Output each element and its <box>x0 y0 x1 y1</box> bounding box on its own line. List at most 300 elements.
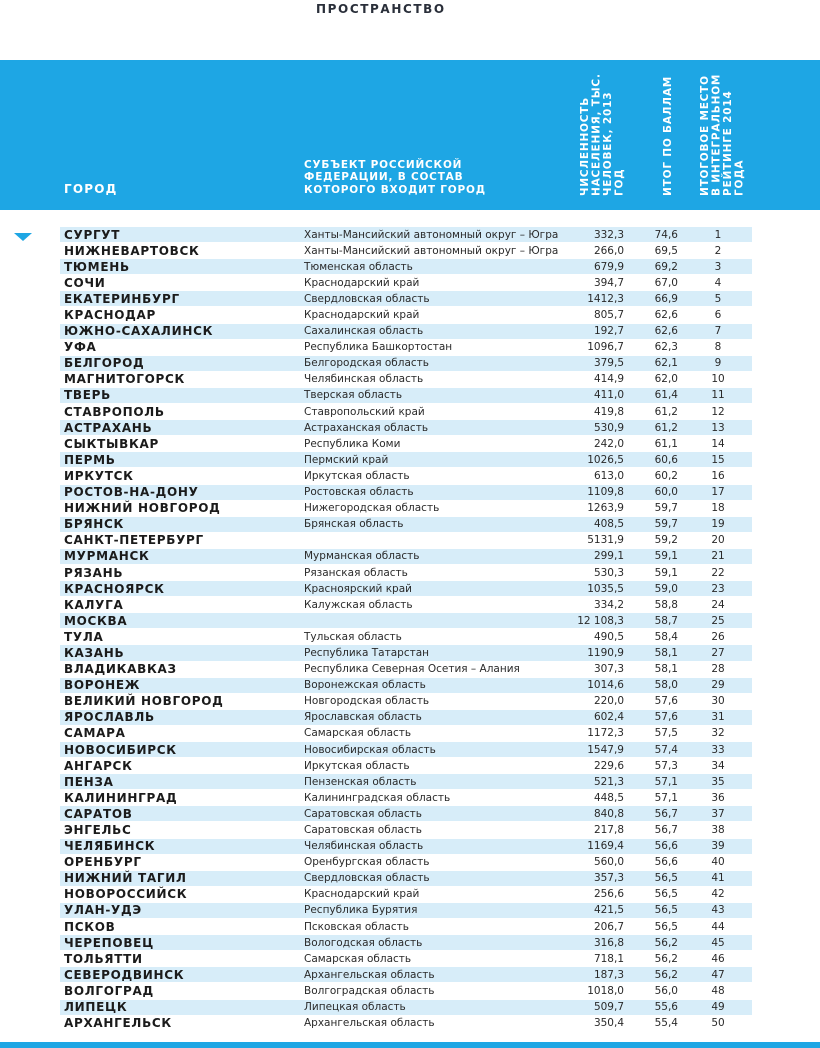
subject-cell: Ростовская область <box>304 486 414 499</box>
population-cell: 509,7 <box>593 1001 624 1014</box>
city-cell: ПЕРМЬ <box>64 452 116 467</box>
triangle-marker-icon <box>14 233 32 241</box>
population-cell: 1026,5 <box>587 453 624 466</box>
score-cell: 55,6 <box>654 1001 678 1014</box>
rank-cell: 10 <box>711 373 725 386</box>
population-cell: 5131,9 <box>587 534 624 547</box>
subject-cell: Краснодарский край <box>304 309 420 322</box>
score-cell: 66,9 <box>654 292 678 305</box>
score-cell: 60,0 <box>654 486 678 499</box>
score-cell: 56,6 <box>654 856 678 869</box>
table-row <box>60 581 752 597</box>
score-cell: 67,0 <box>654 276 678 289</box>
subject-cell: Белгородская область <box>304 357 429 370</box>
rank-cell: 26 <box>711 630 725 643</box>
city-cell: УЛАН-УДЭ <box>64 903 142 918</box>
city-cell: ЕКАТЕРИНБУРГ <box>64 291 180 306</box>
city-cell: КРАСНОДАР <box>64 308 157 323</box>
subject-cell: Псковская область <box>304 920 409 933</box>
population-cell: 613,0 <box>593 469 624 482</box>
population-cell: 187,3 <box>593 968 624 981</box>
subject-cell: Саратовская область <box>304 824 422 837</box>
score-cell: 60,2 <box>654 469 678 482</box>
city-cell: НИЖНИЙ ТАГИЛ <box>64 871 187 886</box>
section-label: ПРОСТРАНСТВО <box>316 2 446 16</box>
city-cell: ЧЕЛЯБИНСК <box>64 839 156 854</box>
city-cell: САНКТ-ПЕТЕРБУРГ <box>64 533 204 548</box>
city-cell: АРХАНГЕЛЬСК <box>64 1016 172 1031</box>
population-cell: 840,8 <box>593 807 624 820</box>
rank-cell: 28 <box>711 663 725 676</box>
rank-cell: 38 <box>711 824 725 837</box>
subject-cell: Республика Коми <box>304 437 401 450</box>
table-row <box>60 388 752 404</box>
population-cell: 192,7 <box>593 325 624 338</box>
ranking-table <box>60 227 752 1032</box>
city-cell: КАЛИНИНГРАД <box>64 790 178 805</box>
table-row <box>60 694 752 710</box>
city-cell: НОВОСИБИРСК <box>64 742 177 757</box>
city-cell: ТВЕРЬ <box>64 388 111 403</box>
rank-cell: 46 <box>711 952 725 965</box>
score-cell: 57,4 <box>654 743 678 756</box>
table-row <box>60 452 752 468</box>
rank-cell: 1 <box>714 228 722 241</box>
header-rank: ИТОГОВОЕ МЕСТО В ИНТЕГРАЛЬНОМ РЕЙТИНГЕ 2014 ГОДА <box>699 73 746 196</box>
population-cell: 718,1 <box>593 952 624 965</box>
rank-cell: 13 <box>711 421 725 434</box>
score-cell: 57,1 <box>654 775 678 788</box>
rank-cell: 19 <box>711 518 725 531</box>
population-cell: 229,6 <box>593 759 624 772</box>
subject-cell: Краснодарский край <box>304 276 420 289</box>
score-cell: 57,5 <box>654 727 678 740</box>
rank-cell: 30 <box>711 695 725 708</box>
score-cell: 62,1 <box>654 357 678 370</box>
subject-cell: Ярославская область <box>304 711 422 724</box>
score-cell: 58,1 <box>654 663 678 676</box>
population-cell: 242,0 <box>593 437 624 450</box>
rank-cell: 32 <box>711 727 725 740</box>
rank-cell: 14 <box>711 437 725 450</box>
rank-cell: 47 <box>711 968 725 981</box>
score-cell: 56,2 <box>654 968 678 981</box>
table-row <box>60 871 752 887</box>
table-row <box>60 485 752 501</box>
city-cell: КРАСНОЯРСК <box>64 581 165 596</box>
population-cell: 1035,5 <box>587 582 624 595</box>
rank-cell: 34 <box>711 759 725 772</box>
rank-cell: 24 <box>711 598 725 611</box>
rank-cell: 33 <box>711 743 725 756</box>
city-cell: ИРКУТСК <box>64 468 134 483</box>
city-cell: ПСКОВ <box>64 919 116 934</box>
rank-cell: 37 <box>711 807 725 820</box>
city-cell: НИЖНИЙ НОВГОРОД <box>64 501 221 516</box>
city-cell: САМАРА <box>64 726 126 741</box>
rank-cell: 4 <box>714 276 722 289</box>
subject-cell: Тверская область <box>304 389 403 402</box>
population-cell: 220,0 <box>593 695 624 708</box>
subject-cell: Тульская область <box>304 630 402 643</box>
table-row <box>60 645 752 661</box>
population-cell: 206,7 <box>593 920 624 933</box>
subject-cell: Краснодарский край <box>304 888 420 901</box>
population-cell: 1190,9 <box>587 646 624 659</box>
population-cell: 334,2 <box>593 598 624 611</box>
score-cell: 57,6 <box>654 711 678 724</box>
city-cell: ТУЛА <box>64 629 104 644</box>
subject-cell: Самарская область <box>304 952 412 965</box>
city-cell: АНГАРСК <box>64 758 133 773</box>
rank-cell: 8 <box>714 341 722 354</box>
city-cell: НИЖНЕВАРТОВСК <box>64 243 200 258</box>
table-row <box>60 356 752 372</box>
score-cell: 60,6 <box>654 453 678 466</box>
rank-cell: 48 <box>711 984 725 997</box>
city-cell: СУРГУТ <box>64 227 121 242</box>
population-cell: 1014,6 <box>587 679 624 692</box>
subject-cell: Архангельская область <box>304 1017 435 1030</box>
subject-cell: Республика Татарстан <box>304 646 430 659</box>
table-row <box>60 903 752 919</box>
table-row <box>60 662 752 678</box>
population-cell: 408,5 <box>593 518 624 531</box>
subject-cell: Иркутская область <box>304 759 410 772</box>
table-header <box>0 60 820 210</box>
population-cell: 299,1 <box>593 550 624 563</box>
city-cell: ЮЖНО-САХАЛИНСК <box>64 324 214 339</box>
table-row <box>60 758 752 774</box>
rank-cell: 44 <box>711 920 725 933</box>
subject-cell: Нижегородская область <box>304 502 440 515</box>
population-cell: 602,4 <box>593 711 624 724</box>
rank-cell: 18 <box>711 502 725 515</box>
population-cell: 1096,7 <box>587 341 624 354</box>
city-cell: БРЯНСК <box>64 517 125 532</box>
score-cell: 59,2 <box>654 534 678 547</box>
subject-cell: Иркутская область <box>304 469 410 482</box>
subject-cell: Республика Башкортостан <box>304 341 453 354</box>
city-cell: ОРЕНБУРГ <box>64 855 142 870</box>
rank-cell: 36 <box>711 791 725 804</box>
population-cell: 679,9 <box>593 260 624 273</box>
population-cell: 1547,9 <box>587 743 624 756</box>
table-row <box>60 372 752 388</box>
rank-cell: 12 <box>711 405 725 418</box>
rank-cell: 11 <box>711 389 725 402</box>
table-row <box>60 404 752 420</box>
city-cell: ТОЛЬЯТТИ <box>64 951 143 966</box>
rank-cell: 20 <box>711 534 725 547</box>
score-cell: 56,7 <box>654 824 678 837</box>
subject-cell: Вологодская область <box>304 936 423 949</box>
subject-cell: Челябинская область <box>304 840 424 853</box>
rank-cell: 3 <box>714 260 722 273</box>
city-cell: СОЧИ <box>64 275 106 290</box>
table-row <box>60 678 752 694</box>
subject-cell: Брянская область <box>304 518 404 531</box>
rank-cell: 6 <box>714 309 722 322</box>
subject-cell: Мурманская область <box>304 550 420 563</box>
table-row <box>60 726 752 742</box>
score-cell: 59,1 <box>654 566 678 579</box>
header-subject: СУБЪЕКТ РОССИЙСКОЙ ФЕДЕРАЦИИ, В СОСТАВ КОТОРОГО ВХОДИТ ГОРОД <box>304 158 486 196</box>
population-cell: 1109,8 <box>587 486 624 499</box>
rank-cell: 45 <box>711 936 725 949</box>
table-row <box>60 967 752 983</box>
score-cell: 62,3 <box>654 341 678 354</box>
subject-cell: Свердловская область <box>304 292 430 305</box>
rank-cell: 15 <box>711 453 725 466</box>
subject-cell: Калининградская область <box>304 791 451 804</box>
header-score: ИТОГ ПО БАЛЛАМ <box>662 76 674 196</box>
city-cell: УФА <box>64 340 97 355</box>
city-cell: МУРМАНСК <box>64 549 150 564</box>
table-row <box>60 243 752 259</box>
score-cell: 62,0 <box>654 373 678 386</box>
score-cell: 58,4 <box>654 630 678 643</box>
table-row <box>60 565 752 581</box>
city-cell: ВОЛГОГРАД <box>64 983 154 998</box>
table-row <box>60 806 752 822</box>
score-cell: 69,2 <box>654 260 678 273</box>
score-cell: 58,7 <box>654 614 678 627</box>
subject-cell: Свердловская область <box>304 872 430 885</box>
rank-cell: 50 <box>711 1017 725 1030</box>
table-row <box>60 291 752 307</box>
table-row <box>60 468 752 484</box>
table-row <box>60 227 752 243</box>
city-cell: ЭНГЕЛЬС <box>64 823 132 838</box>
subject-cell: Самарская область <box>304 727 412 740</box>
rank-cell: 40 <box>711 856 725 869</box>
subject-cell: Липецкая область <box>304 1001 406 1014</box>
population-cell: 307,3 <box>593 663 624 676</box>
city-cell: ЯРОСЛАВЛЬ <box>64 710 155 725</box>
city-cell: НОВОРОССИЙСК <box>64 887 188 902</box>
subject-cell: Архангельская область <box>304 968 435 981</box>
city-cell: ВЛАДИКАВКАЗ <box>64 662 177 677</box>
score-cell: 59,0 <box>654 582 678 595</box>
table-row <box>60 629 752 645</box>
header-city: ГОРОД <box>64 182 118 196</box>
subject-cell: Республика Бурятия <box>304 904 418 917</box>
score-cell: 56,5 <box>654 888 678 901</box>
subject-cell: Пензенская область <box>304 775 417 788</box>
score-cell: 55,4 <box>654 1017 678 1030</box>
table-row <box>60 774 752 790</box>
score-cell: 57,1 <box>654 791 678 804</box>
subject-cell: Калужская область <box>304 598 413 611</box>
population-cell: 332,3 <box>593 228 624 241</box>
city-cell: КАЗАНЬ <box>64 645 125 660</box>
population-cell: 1172,3 <box>587 727 624 740</box>
population-cell: 1018,0 <box>587 984 624 997</box>
score-cell: 56,7 <box>654 807 678 820</box>
score-cell: 56,5 <box>654 872 678 885</box>
table-row <box>60 742 752 758</box>
population-cell: 490,5 <box>593 630 624 643</box>
table-row <box>60 549 752 565</box>
subject-cell: Ханты-Мансийский автономный округ – Югра <box>304 228 559 241</box>
score-cell: 56,2 <box>654 952 678 965</box>
table-row <box>60 613 752 629</box>
city-cell: ЧЕРЕПОВЕЦ <box>64 935 154 950</box>
score-cell: 61,2 <box>654 405 678 418</box>
rank-cell: 43 <box>711 904 725 917</box>
population-cell: 350,4 <box>593 1017 624 1030</box>
subject-cell: Астраханская область <box>304 421 429 434</box>
subject-cell: Новгородская область <box>304 695 430 708</box>
subject-cell: Пермский край <box>304 453 389 466</box>
rank-cell: 23 <box>711 582 725 595</box>
population-cell: 530,9 <box>593 421 624 434</box>
population-cell: 256,6 <box>593 888 624 901</box>
city-cell: МОСКВА <box>64 613 128 628</box>
score-cell: 56,5 <box>654 920 678 933</box>
subject-cell: Новосибирская область <box>304 743 436 756</box>
table-row <box>60 597 752 613</box>
city-cell: РЯЗАНЬ <box>64 565 124 580</box>
population-cell: 530,3 <box>593 566 624 579</box>
subject-cell: Саратовская область <box>304 807 422 820</box>
table-row <box>60 935 752 951</box>
population-cell: 805,7 <box>593 309 624 322</box>
table-row <box>60 855 752 871</box>
rank-cell: 39 <box>711 840 725 853</box>
city-cell: ВЕЛИКИЙ НОВГОРОД <box>64 694 224 709</box>
score-cell: 56,6 <box>654 840 678 853</box>
score-cell: 61,4 <box>654 389 678 402</box>
table-row <box>60 275 752 291</box>
rank-cell: 22 <box>711 566 725 579</box>
city-cell: ЛИПЕЦК <box>64 1000 128 1015</box>
city-cell: САРАТОВ <box>64 806 133 821</box>
score-cell: 62,6 <box>654 325 678 338</box>
table-row <box>60 790 752 806</box>
population-cell: 1412,3 <box>587 292 624 305</box>
population-cell: 414,9 <box>593 373 624 386</box>
table-row <box>60 1016 752 1032</box>
rank-cell: 41 <box>711 872 725 885</box>
rank-cell: 17 <box>711 486 725 499</box>
city-cell: ТЮМЕНЬ <box>64 259 130 274</box>
rank-cell: 25 <box>711 614 725 627</box>
city-cell: РОСТОВ-НА-ДОНУ <box>64 485 199 500</box>
bottom-rule <box>0 1042 820 1048</box>
table-row <box>60 983 752 999</box>
rank-cell: 2 <box>714 244 722 257</box>
score-cell: 61,2 <box>654 421 678 434</box>
score-cell: 56,0 <box>654 984 678 997</box>
rank-cell: 7 <box>714 325 722 338</box>
city-cell: КАЛУГА <box>64 597 124 612</box>
score-cell: 59,7 <box>654 502 678 515</box>
subject-cell: Воронежская область <box>304 679 426 692</box>
subject-cell: Сахалинская область <box>304 325 424 338</box>
subject-cell: Волгоградская область <box>304 984 435 997</box>
population-cell: 357,3 <box>593 872 624 885</box>
population-cell: 394,7 <box>593 276 624 289</box>
rank-cell: 29 <box>711 679 725 692</box>
subject-cell: Ханты-Мансийский автономный округ – Югра <box>304 244 559 257</box>
table-row <box>60 324 752 340</box>
city-cell: СЫКТЫВКАР <box>64 436 160 451</box>
population-cell: 12 108,3 <box>577 614 624 627</box>
subject-cell: Тюменская область <box>304 260 413 273</box>
city-cell: МАГНИТОГОРСК <box>64 372 186 387</box>
subject-cell: Ставропольский край <box>304 405 425 418</box>
score-cell: 58,0 <box>654 679 678 692</box>
city-cell: СТАВРОПОЛЬ <box>64 404 165 419</box>
table-row <box>60 420 752 436</box>
table-row <box>60 919 752 935</box>
rank-cell: 31 <box>711 711 725 724</box>
table-row <box>60 501 752 517</box>
subject-cell: Оренбургская область <box>304 856 430 869</box>
population-cell: 421,5 <box>593 904 624 917</box>
table-row <box>60 951 752 967</box>
table-row <box>60 1000 752 1016</box>
score-cell: 57,6 <box>654 695 678 708</box>
score-cell: 58,1 <box>654 646 678 659</box>
population-cell: 411,0 <box>593 389 624 402</box>
score-cell: 59,7 <box>654 518 678 531</box>
rank-cell: 21 <box>711 550 725 563</box>
score-cell: 58,8 <box>654 598 678 611</box>
rank-cell: 27 <box>711 646 725 659</box>
population-cell: 521,3 <box>593 775 624 788</box>
rank-cell: 49 <box>711 1001 725 1014</box>
rank-cell: 42 <box>711 888 725 901</box>
rank-cell: 9 <box>714 357 722 370</box>
rank-cell: 5 <box>714 292 722 305</box>
table-row <box>60 436 752 452</box>
subject-cell: Челябинская область <box>304 373 424 386</box>
population-cell: 448,5 <box>593 791 624 804</box>
table-row <box>60 259 752 275</box>
table-row <box>60 340 752 356</box>
table-row <box>60 517 752 533</box>
city-cell: ВОРОНЕЖ <box>64 678 141 693</box>
score-cell: 56,2 <box>654 936 678 949</box>
population-cell: 266,0 <box>593 244 624 257</box>
subject-cell: Красноярский край <box>304 582 412 595</box>
table-row <box>60 839 752 855</box>
population-cell: 217,8 <box>593 824 624 837</box>
city-cell: СЕВЕРОДВИНСК <box>64 967 185 982</box>
subject-cell: Рязанская область <box>304 566 408 579</box>
score-cell: 57,3 <box>654 759 678 772</box>
population-cell: 379,5 <box>593 357 624 370</box>
population-cell: 560,0 <box>593 856 624 869</box>
city-cell: БЕЛГОРОД <box>64 356 145 371</box>
score-cell: 62,6 <box>654 309 678 322</box>
table-row <box>60 710 752 726</box>
score-cell: 56,5 <box>654 904 678 917</box>
subject-cell: Республика Северная Осетия – Алания <box>304 663 520 676</box>
table-row <box>60 822 752 838</box>
table-row <box>60 533 752 549</box>
rank-cell: 35 <box>711 775 725 788</box>
population-cell: 419,8 <box>593 405 624 418</box>
population-cell: 1169,4 <box>587 840 624 853</box>
table-row <box>60 307 752 323</box>
score-cell: 59,1 <box>654 550 678 563</box>
city-cell: АСТРАХАНЬ <box>64 420 153 435</box>
rank-cell: 16 <box>711 469 725 482</box>
